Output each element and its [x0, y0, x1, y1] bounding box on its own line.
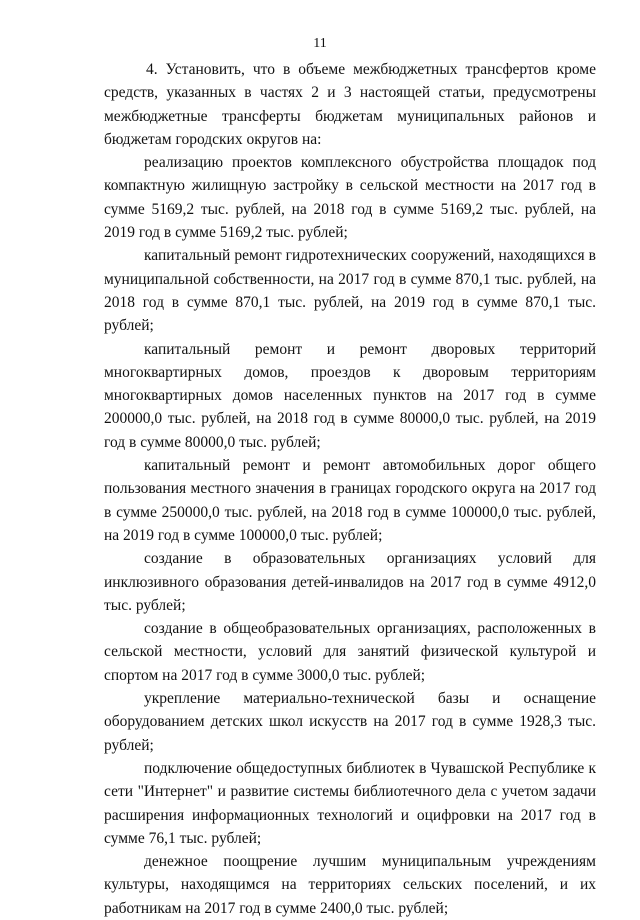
paragraph-hydrotechnical-repair: капитальный ремонт гидротехнических сооружений, находящихся в муниципальной собственности, на 2017 год в сумме 870,1 тыс. рублей, на 2018 год в сумме 870,1 тыс. рублей, на 2019 год в сумме 870,1 тыс. рублей;	[104, 247, 596, 335]
paragraph-courtyard-repair: капитальный ремонт и ремонт дворовых территорий многоквартирных домов, проездов к дворовым территориям многоквартирных домов населенных пунктов на 2017 год в сумме 200000,0 тыс. рублей, на 2018 год в сумме 80000,0 тыс. рублей, на 2019 год в сумме 80000,0 тыс. рублей;	[104, 340, 596, 451]
paragraph-road-repair: капитальный ремонт и ремонт автомобильных дорог общего пользования местного значения в границах городского округа на 2017 год в сумме 250000,0 тыс. рублей, на 2018 год в сумме 100000,0 тыс. рублей, на 2019 год в сумме 100000,0 тыс. рублей;	[104, 457, 596, 544]
paragraph-rural-sports: создание в общеобразовательных организациях, расположенных в сельской местности, условий для занятий физической культурой и спортом на 2017 год в сумме 3000,0 тыс. рублей;	[104, 620, 596, 684]
paragraph-housing-construction: реализацию проектов комплексного обустройства площадок под компактную жилищную застройку в сельской местности на 2017 год в сумме 5169,2 тыс. рублей, на 2018 год в сумме 5169,2 тыс. рублей, на 2019 год в сумме 5169,2 тыс. рублей;	[104, 154, 596, 242]
paragraph-inclusive-education: создание в образовательных организациях условий для инклюзивного образования детей-инвалидов на 2017 год в сумме 4912,0 тыс. рублей;	[104, 550, 596, 614]
page-number: 11	[313, 36, 327, 51]
document-body	[104, 58, 596, 920]
paragraph-art-schools: укрепление материально-технической базы и оснащение оборудованием детских школ искусств на 2017 год в сумме 1928,3 тыс. рублей;	[104, 690, 596, 754]
paragraph-intro: 4. Установить, что в объеме межбюджетных трансфертов кроме средств, указанных в частях 2 и 3 настоящей статьи, предусмотрены межбюджетные трансферты бюджетам муниципальных районов и бюджетам городских округов на:	[104, 61, 596, 148]
paragraph-libraries-internet: подключение общедоступных библиотек в Чувашской Республике к сети "Интернет" и развитие системы библиотечного дела с учетом задачи расширения информационных технологий и оцифровки на 2017 год в сумме 76,1 тыс. рублей;	[104, 759, 596, 847]
paragraph-culture-reward: денежное поощрение лучшим муниципальным учреждениям культуры, находящимся на территориях сельских поселений, и их работникам на 2017 год в сумме 2400,0 тыс. рублей;	[104, 853, 596, 917]
